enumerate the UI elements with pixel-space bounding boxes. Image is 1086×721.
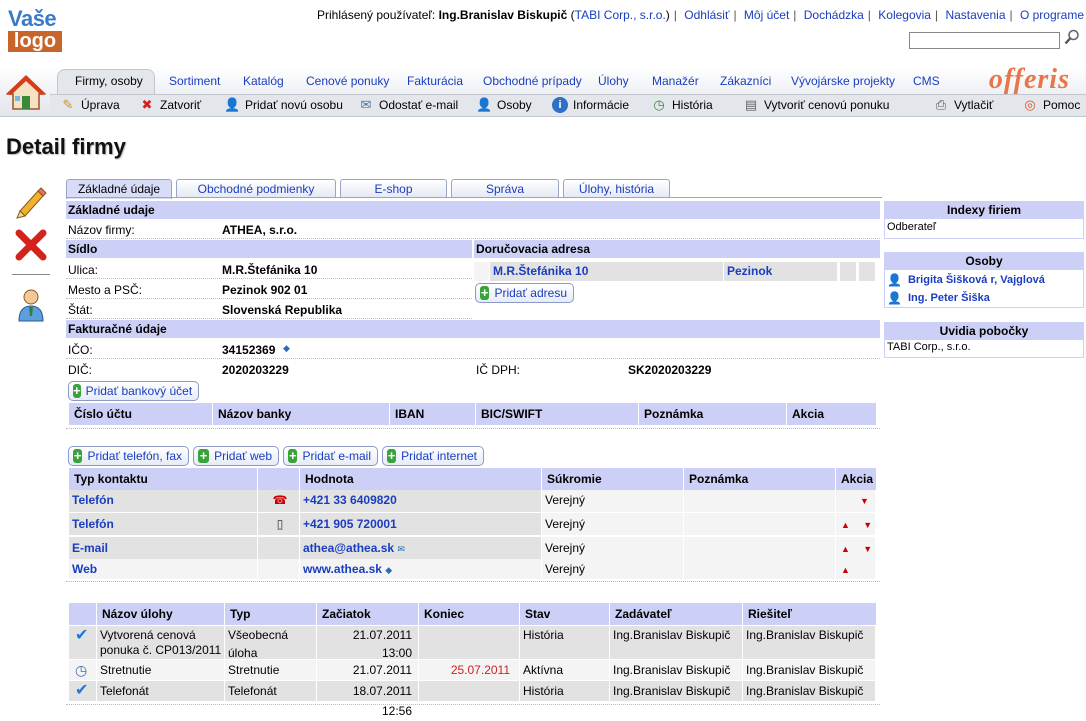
- dic-label: DIČ:: [68, 363, 92, 377]
- state-value: Slovenská Republika: [222, 303, 343, 317]
- col-task-name: Názov úlohy: [97, 603, 225, 625]
- contact-privacy: Verejný: [542, 513, 684, 535]
- send-email-button[interactable]: [358, 97, 458, 113]
- help-button[interactable]: [1022, 97, 1080, 113]
- nav-dev-projects[interactable]: Vývojárske projekty: [791, 74, 896, 88]
- divider: [66, 704, 880, 705]
- dic-value: 2020203229: [222, 363, 289, 377]
- close-label: Zatvoriť: [160, 98, 202, 112]
- contact-privacy: Verejný: [542, 490, 684, 512]
- attendance-link[interactable]: Dochádzka: [803, 8, 864, 22]
- add-bank-label: Pridať bankový účet: [85, 384, 193, 398]
- contact-type[interactable]: Telefón: [69, 513, 258, 535]
- info-icon: i: [552, 97, 568, 113]
- contact-value-cell: [300, 559, 542, 579]
- col-bank-name: Názov banky: [213, 403, 390, 425]
- add-person-label: Pridať novú osobu: [245, 98, 343, 112]
- pencil-icon[interactable]: [14, 185, 48, 219]
- plus-icon: +: [288, 448, 297, 463]
- col-privacy: Súkromie: [542, 468, 684, 490]
- delivery-street[interactable]: M.R.Štefánika 10: [490, 262, 724, 281]
- globe-icon[interactable]: ◆: [385, 565, 393, 575]
- contacts-table-header: [69, 468, 876, 490]
- name-value: ATHEA, s.r.o.: [222, 223, 298, 237]
- contact-note: [684, 490, 836, 512]
- table-row: [69, 559, 876, 579]
- col-iban: IBAN: [390, 403, 476, 425]
- task-start: 18.07.2011 12:56: [317, 681, 419, 701]
- table-row[interactable]: [69, 660, 876, 680]
- my-account-link[interactable]: Môj účet: [743, 8, 790, 22]
- help-label: Pomoc: [1043, 98, 1081, 112]
- move-up-button[interactable]: [836, 559, 876, 579]
- person-icon: 👤: [476, 97, 493, 112]
- help-icon: ◎: [1024, 97, 1036, 112]
- persons-header: Osoby: [884, 252, 1084, 270]
- persons-button[interactable]: [476, 97, 532, 113]
- print-button[interactable]: [933, 97, 993, 113]
- delivery-header: Doručovacia adresa: [474, 240, 880, 258]
- close-button[interactable]: [139, 97, 201, 113]
- row-actions: [836, 537, 876, 559]
- city-label: Mesto a PSČ:: [68, 283, 143, 297]
- basic-header: Základné udaje: [66, 201, 880, 219]
- document-icon: ▤: [744, 97, 758, 112]
- delivery-action-2[interactable]: [859, 262, 876, 281]
- add-bank-account-button[interactable]: [68, 381, 199, 401]
- create-offer-label: Vytvoriť cenovú ponuku: [764, 98, 890, 112]
- task-name: Vytvorená cenová ponuka č. CP013/2011: [97, 626, 225, 659]
- row-actions: [836, 513, 876, 535]
- task-end: [419, 626, 520, 659]
- table-row: [69, 513, 876, 535]
- col-solver: Riešiteľ: [748, 607, 792, 621]
- task-end: 25.07.2011: [419, 660, 520, 680]
- branches-value: TABI Corp., s.r.o.: [884, 340, 1084, 358]
- task-start: 21.07.2011 13:00: [317, 626, 419, 659]
- person-icon: 👤: [887, 291, 902, 305]
- col-value: Hodnota: [300, 468, 542, 490]
- divider: [66, 318, 472, 319]
- col-account-number: Číslo účtu: [69, 403, 213, 425]
- contact-value[interactable]: athea@athea.sk: [303, 541, 395, 555]
- table-row[interactable]: [69, 626, 876, 659]
- persons-list: [884, 270, 1084, 308]
- add-person-button[interactable]: [224, 97, 343, 113]
- logged-label: Prihlásený používateľ:: [317, 8, 436, 22]
- indexes-header: Indexy firiem: [884, 201, 1084, 219]
- task-solver: Ing.Branislav Biskupič: [743, 681, 876, 701]
- task-assigner: Ing.Branislav Biskupič: [610, 660, 743, 680]
- ico-value: 34152369: [222, 343, 276, 357]
- send-mail-icon[interactable]: ✉: [397, 544, 405, 554]
- plus-icon: +: [480, 285, 489, 300]
- contact-value[interactable]: www.athea.sk: [303, 562, 382, 576]
- close-icon[interactable]: [14, 228, 48, 262]
- check-icon: ✔: [69, 681, 97, 701]
- arrow-down-icon[interactable]: ▼: [863, 544, 873, 554]
- task-status: História: [520, 626, 610, 659]
- phone-icon: ☎: [258, 490, 300, 512]
- divider: [66, 358, 880, 359]
- divider: [66, 428, 880, 429]
- delivery-spacer: [474, 262, 490, 281]
- task-end: [419, 681, 520, 701]
- state-label: Štát:: [68, 303, 93, 317]
- mobile-icon: ▯: [258, 513, 300, 535]
- bank-table-header: [69, 403, 876, 425]
- col-note: Poznámka: [639, 403, 787, 425]
- move-down-button[interactable]: [836, 490, 876, 512]
- tab-basic[interactable]: Základné údaje: [66, 179, 172, 199]
- table-row: [69, 537, 876, 559]
- contact-type[interactable]: E-mail: [69, 537, 258, 559]
- edit-button[interactable]: [60, 97, 120, 113]
- history-button[interactable]: [651, 97, 713, 113]
- divider: [66, 298, 472, 299]
- email-icon: ✉: [360, 97, 372, 112]
- add-phone-label: Pridať telefón, fax: [87, 449, 182, 463]
- printer-icon: ⎙: [935, 97, 947, 112]
- search-input[interactable]: [909, 32, 1060, 49]
- nav-assortment[interactable]: Sortiment: [169, 74, 221, 88]
- add-internet-label: Pridať internet: [401, 449, 477, 463]
- arrow-up-icon[interactable]: ▲: [841, 544, 850, 554]
- close-icon: ✖: [141, 97, 153, 112]
- col-start: Začiatok: [317, 603, 419, 625]
- plus-icon: +: [73, 383, 81, 398]
- add-address-label: Pridať adresu: [494, 286, 567, 300]
- person-item[interactable]: [887, 271, 1081, 289]
- person-name[interactable]: Brigita Šišková r, Vajglová: [907, 274, 1045, 286]
- arrow-down-icon: ▼: [860, 496, 869, 506]
- nav-manager[interactable]: Manažér: [652, 74, 699, 88]
- nav-customers[interactable]: Zákazníci: [720, 74, 772, 88]
- task-assigner: Ing.Branislav Biskupič: [610, 626, 743, 659]
- persons-label: Osoby: [497, 98, 532, 112]
- table-row[interactable]: [69, 681, 876, 718]
- task-type: Telefonát: [225, 681, 317, 701]
- plus-icon: +: [387, 448, 396, 463]
- nav-cms[interactable]: CMS: [913, 74, 940, 88]
- task-type: Všeobecná úloha: [225, 626, 317, 659]
- contact-note: [684, 559, 836, 579]
- nav-offers[interactable]: Cenové ponuky: [306, 74, 390, 88]
- task-name: Stretnutie: [97, 660, 225, 680]
- tasks-table-header: [69, 603, 876, 625]
- city-value: Pezinok 902 01: [222, 283, 308, 297]
- brand-logo: offeris: [988, 64, 1070, 95]
- plus-icon: +: [73, 448, 82, 463]
- add-email-label: Pridať e-mail: [302, 449, 371, 463]
- arrow-down-icon[interactable]: ▼: [863, 520, 873, 530]
- billing-header: Fakturačné údaje: [66, 320, 880, 338]
- edit-label: Úprava: [81, 98, 120, 112]
- indexes-value: Odberateľ: [884, 219, 1084, 239]
- logout-link[interactable]: Odhlásiť: [684, 8, 730, 22]
- contact-value[interactable]: +421 33 6409820: [300, 490, 542, 512]
- contact-privacy: Verejný: [542, 559, 684, 579]
- person-item[interactable]: [887, 289, 1081, 307]
- create-offer-button[interactable]: [743, 97, 889, 113]
- col-note: Poznámka: [684, 468, 836, 490]
- street-value: M.R.Štefánika 10: [222, 263, 318, 277]
- divider: [66, 581, 880, 582]
- add-address-button[interactable]: [475, 283, 574, 303]
- col-type: Typ: [225, 603, 317, 625]
- side-divider: [12, 274, 50, 275]
- col-action: Akcia: [792, 407, 825, 421]
- tab-eshop[interactable]: E-shop: [340, 179, 447, 198]
- add-web-button[interactable]: [193, 446, 279, 466]
- nav-catalog[interactable]: Katalóg: [243, 74, 284, 88]
- col-state: Stav: [520, 603, 610, 625]
- table-row: [69, 490, 876, 512]
- user-bar: Prihlásený používateľ: Ing.Branislav Biskupič (TABI Corp., s.r.o.) | Odhlásiť | Môj účet | Dochádzka | Kolegovia | Nastavenia | O programe: [317, 8, 1084, 22]
- pencil-icon: ✎: [62, 97, 74, 112]
- col-bic: BIC/SWIFT: [476, 403, 639, 425]
- user-name: Ing.Branislav Biskupič: [438, 8, 568, 22]
- send-email-label: Odostať e-mail: [379, 98, 459, 112]
- logo-line1: Vaše: [8, 6, 57, 31]
- task-name: Telefonát: [97, 681, 225, 701]
- add-email-button[interactable]: [283, 446, 378, 466]
- contact-value-cell: [300, 537, 542, 559]
- print-label: Vytlačiť: [954, 98, 994, 112]
- info-label: Informácie: [573, 98, 630, 112]
- col-icon: [258, 468, 300, 490]
- search-icon[interactable]: [1064, 29, 1080, 45]
- clock-icon: ◷: [653, 97, 665, 112]
- home-icon[interactable]: [6, 74, 46, 112]
- contact-privacy: Verejný: [542, 537, 684, 559]
- tab-tasks-history[interactable]: Úlohy, história: [563, 179, 670, 198]
- branches-header: Uvidia pobočky: [884, 322, 1084, 340]
- tab-documents[interactable]: Správa: [451, 179, 559, 198]
- delivery-action-1[interactable]: [840, 262, 857, 281]
- add-phone-button[interactable]: [68, 446, 189, 466]
- contact-note: [684, 513, 836, 535]
- contact-type[interactable]: Web: [69, 559, 258, 579]
- contact-value[interactable]: +421 905 720001: [300, 513, 542, 535]
- contact-note: [684, 537, 836, 559]
- history-label: História: [672, 98, 713, 112]
- ico-label: IČO:: [68, 343, 93, 357]
- divider: [66, 278, 472, 279]
- person-name[interactable]: Ing. Peter Šiška: [907, 292, 990, 304]
- col-assigner: Zadávateľ: [610, 603, 743, 625]
- task-solver: Ing.Branislav Biskupič: [743, 660, 876, 680]
- nav-tasks[interactable]: Úlohy: [598, 74, 629, 88]
- divider: [66, 238, 880, 239]
- seat-header: Sídlo: [66, 240, 472, 258]
- settings-link[interactable]: Nastavenia: [945, 8, 1006, 22]
- logo[interactable]: [8, 8, 62, 52]
- col-status-icon: [69, 603, 97, 625]
- add-web-label: Pridať web: [214, 449, 272, 463]
- street-label: Ulica:: [68, 263, 99, 277]
- about-link[interactable]: O programe: [1019, 8, 1084, 22]
- task-status: Aktívna: [520, 660, 610, 680]
- tab-terms[interactable]: Obchodné podmienky: [176, 179, 336, 198]
- info-button[interactable]: [552, 97, 629, 113]
- page-title: Detail firmy: [6, 134, 126, 159]
- org-link[interactable]: TABI Corp., s.r.o.: [574, 8, 666, 22]
- col-end: Koniec: [419, 603, 520, 625]
- person-icon[interactable]: [16, 288, 46, 322]
- delivery-city[interactable]: Pezinok: [724, 262, 838, 281]
- person-icon: 👤: [224, 97, 241, 112]
- contact-type[interactable]: Telefón: [69, 490, 258, 512]
- meeting-clock-icon: ◷: [69, 660, 97, 680]
- col-contact-type: Typ kontaktu: [69, 468, 258, 490]
- arrow-up-icon[interactable]: ▲: [841, 520, 850, 530]
- nav-business-cases[interactable]: Obchodné prípady: [483, 74, 582, 88]
- lookup-icon[interactable]: ◆: [283, 343, 290, 353]
- delivery-row: [474, 262, 880, 281]
- person-icon: 👤: [887, 273, 902, 287]
- icdph-value: SK2020203229: [628, 363, 712, 377]
- colleagues-link[interactable]: Kolegovia: [878, 8, 931, 22]
- col-action: Akcia: [841, 472, 874, 486]
- add-internet-button[interactable]: [382, 446, 484, 466]
- name-label: Názov firmy:: [68, 223, 135, 237]
- task-assigner: Ing.Branislav Biskupič: [610, 681, 743, 701]
- icon-cell: [258, 559, 300, 579]
- icdph-label: IČ DPH:: [476, 363, 521, 377]
- plus-icon: +: [199, 448, 208, 463]
- logo-line2: logo: [8, 31, 62, 52]
- check-icon: ✔: [69, 626, 97, 659]
- task-status: História: [520, 681, 610, 701]
- task-solver: Ing.Branislav Biskupič: [743, 626, 876, 659]
- task-start: 21.07.2011: [317, 660, 419, 680]
- tabs-line: [66, 197, 882, 198]
- arrow-up-icon: ▲: [841, 565, 850, 575]
- nav-firms[interactable]: Firmy, osoby: [75, 74, 143, 88]
- nav-invoicing[interactable]: Fakturácia: [407, 74, 464, 88]
- task-type: Stretnutie: [225, 660, 317, 680]
- icon-cell: [258, 537, 300, 559]
